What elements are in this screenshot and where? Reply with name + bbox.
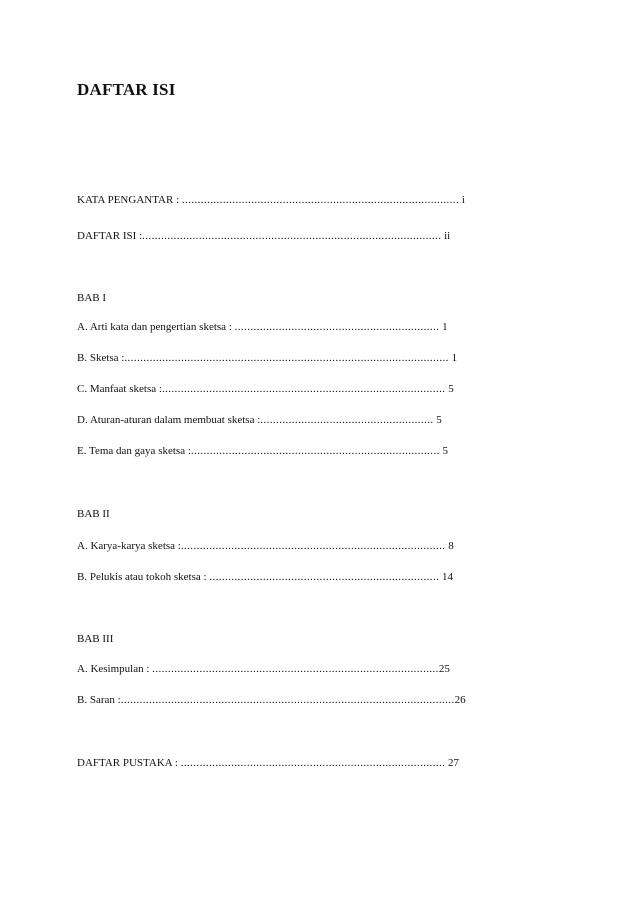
toc-entry-text: E. Tema dan gaya sketsa : (77, 445, 191, 457)
toc-entry-leader: ........................................................................................ (181, 194, 460, 206)
toc-entry-kata-pengantar (77, 193, 465, 207)
toc-entry-text: D. Aturan-aturan dalam membuat sketsa : (77, 414, 261, 426)
toc-entry-page: 26 (454, 694, 466, 706)
toc-entry-tema-gaya (77, 444, 448, 458)
toc-entry-page: 25 (438, 663, 450, 675)
toc-entry-karya-karya (77, 539, 454, 553)
toc-entry-daftar-isi (77, 229, 450, 243)
toc-entry-daftar-pustaka (77, 756, 459, 770)
toc-entry-page: 5 (439, 445, 448, 457)
toc-entry-text: B. Sketsa : (77, 352, 125, 364)
toc-entry-text: B. Pelukis atau tokoh sketsa : (77, 571, 210, 583)
toc-entry-leader: ......................................................................... (209, 571, 440, 583)
toc-entry-page: 1 (448, 352, 458, 364)
toc-entry-text: KATA PENGANTAR : (77, 194, 182, 206)
toc-entry-text: A. Karya-karya sketsa : (77, 540, 181, 552)
toc-entry-page: 5 (433, 414, 442, 426)
toc-entry-text: A. Arti kata dan pengertian sketsa : (77, 321, 235, 333)
chapter-heading-bab-3: BAB III (77, 633, 114, 645)
chapter-heading-bab-2: BAB II (77, 508, 110, 520)
toc-entry-leader: ........................................................................................... (152, 663, 439, 675)
toc-entry-page: 1 (439, 321, 448, 333)
toc-entry-leader: .......................................................................................................... (120, 694, 455, 706)
toc-entry-page: ii (441, 230, 451, 242)
toc-entry-text: A. Kesimpulan : (77, 663, 153, 675)
toc-entry-page: i (459, 194, 465, 206)
toc-entry-leader: ............................................................................................... (142, 230, 442, 242)
toc-entry-aturan-aturan (77, 413, 442, 427)
toc-entry-leader: .................................................................................... (180, 540, 446, 552)
toc-entry-arti-kata (77, 320, 448, 334)
toc-entry-pelukis (77, 570, 453, 584)
toc-entry-leader: ....................................................... (260, 414, 434, 426)
toc-entry-text: B. Saran : (77, 694, 121, 706)
page-title: DAFTAR ISI (77, 80, 176, 99)
toc-entry-text: DAFTAR PUSTAKA : (77, 757, 181, 769)
toc-entry-leader: ....................................................................................................... (124, 352, 449, 364)
chapter-heading-bab-1: BAB I (77, 292, 107, 304)
toc-entry-manfaat-sketsa (77, 382, 454, 396)
toc-entry-page: 8 (445, 540, 454, 552)
toc-entry-sketsa (77, 351, 457, 365)
toc-entry-leader: .................................................................................... (180, 757, 446, 769)
toc-entry-page: 5 (445, 383, 454, 395)
toc-entry-leader: .......................................................................................... (161, 383, 446, 395)
toc-entry-text: DAFTAR ISI : (77, 230, 143, 242)
toc-entry-page: 14 (439, 571, 453, 583)
toc-entry-saran (77, 693, 466, 707)
toc-entry-page: 27 (445, 757, 460, 769)
toc-entry-text: C. Manfaat sketsa : (77, 383, 162, 395)
toc-entry-kesimpulan (77, 662, 450, 676)
toc-entry-leader: ............................................................................... (190, 445, 440, 457)
toc-entry-leader: ................................................................. (234, 321, 440, 333)
